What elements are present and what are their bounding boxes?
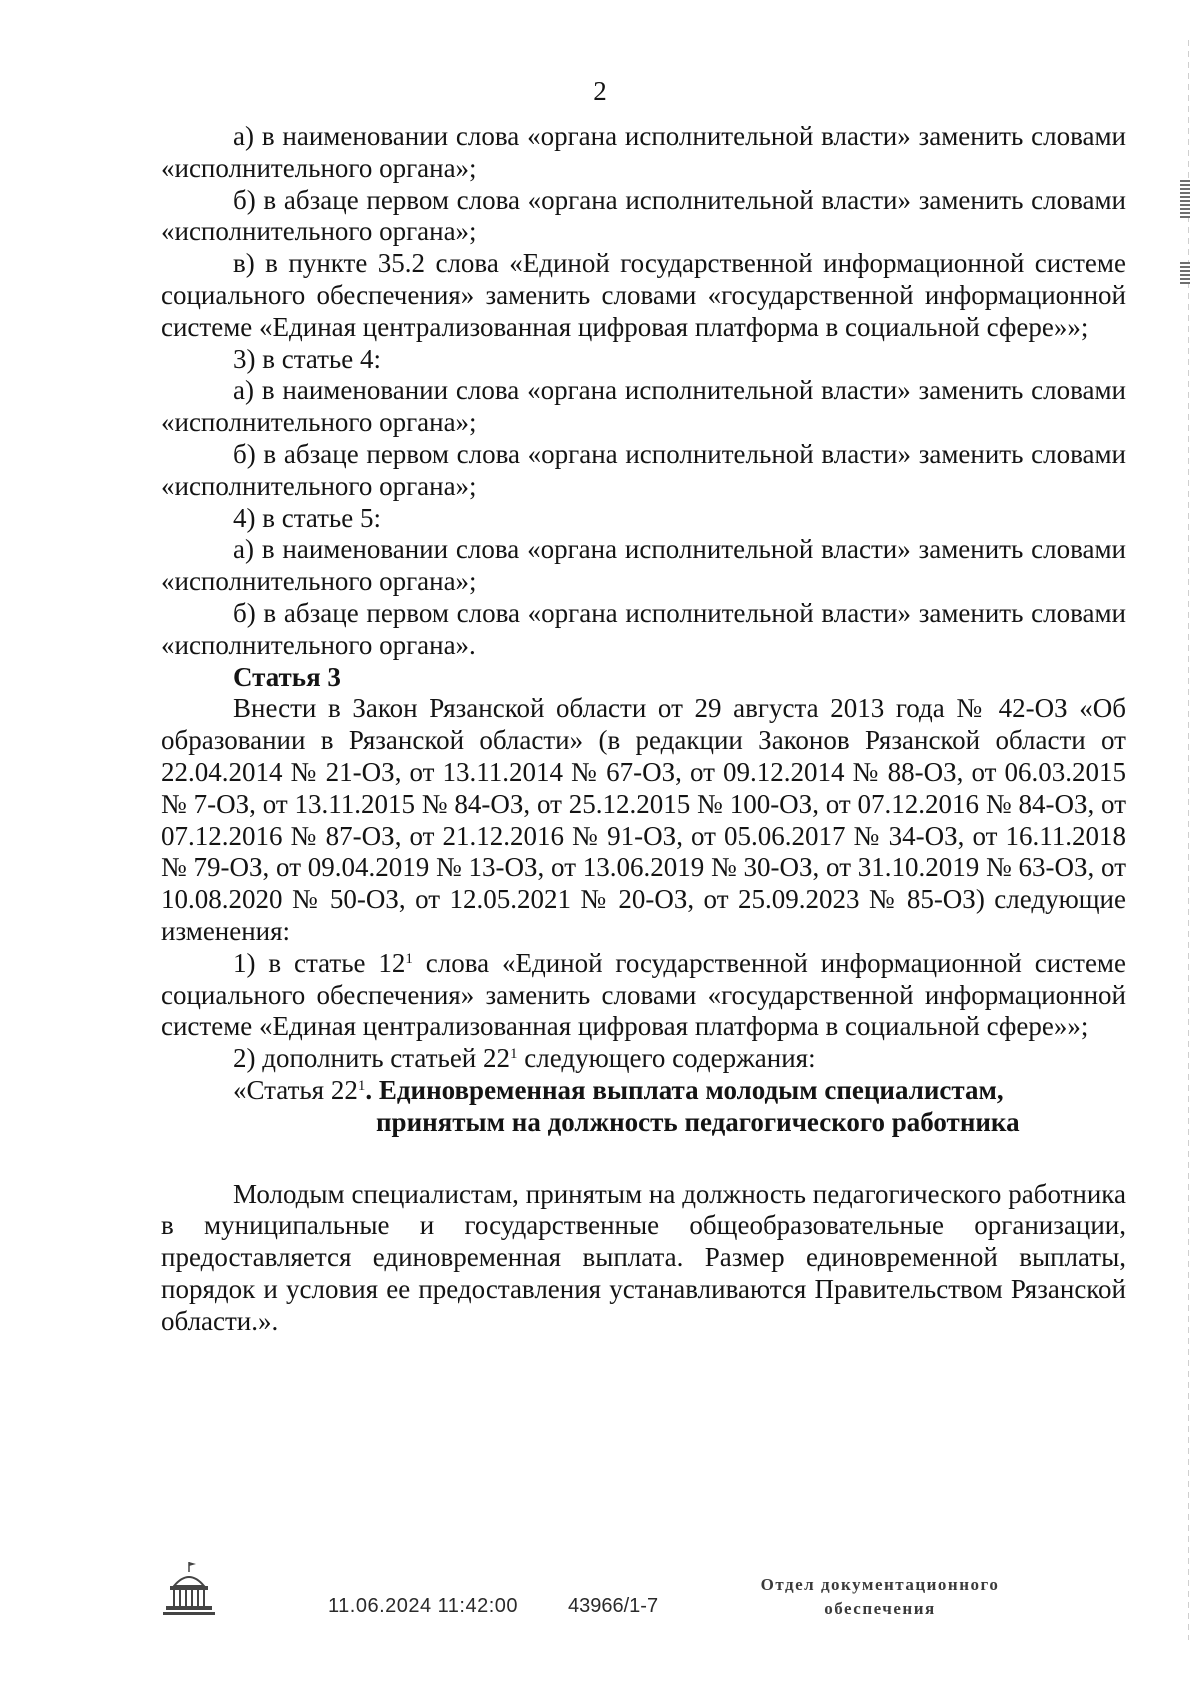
- article-3-item-1: [161, 948, 1126, 1043]
- department-line-1: Отдел документационного: [760, 1575, 1000, 1594]
- stamp-doc-number: 43966/1-7: [568, 1595, 659, 1617]
- paragraph-item-4: 4) в статье 5:: [233, 502, 381, 533]
- footer: [0, 1540, 1200, 1660]
- paragraph-2b: б) в абзаце первом слова «органа исполнительной власти» заменить словами «исполнительного органа»;: [161, 184, 1126, 247]
- item-1-text-b: слова «Единой государственной информационной системе социального обеспечения» заменить словами «государственной информационной системе «Единая централизованная цифровая платформа в социальной сфере»»;: [161, 947, 1126, 1042]
- department-stamp: [720, 1573, 1040, 1621]
- department-line-2: обеспечения: [824, 1599, 936, 1618]
- paragraph-4a: а) в наименовании слова «органа исполнительной власти» заменить словами «исполнительного органа»;: [161, 534, 1126, 597]
- article-3-title: Статья 3: [233, 661, 341, 692]
- item-2-superscript: 1: [510, 1046, 518, 1063]
- scan-edge-mark: [1180, 262, 1190, 284]
- paragraph-2a: а) в наименовании слова «органа исполнительной власти» заменить словами «исполнительного органа»;: [161, 121, 1126, 183]
- new-article-superscript: 1: [357, 1077, 366, 1094]
- article-3-item-2: [161, 1043, 1126, 1075]
- scan-edge-mark: [1180, 180, 1190, 218]
- paragraph-3b: б) в абзаце первом слова «органа исполнительной власти» заменить словами «исполнительного органа»;: [161, 438, 1126, 501]
- item-1-superscript: 1: [405, 950, 413, 967]
- new-article-text: Молодым специалистам, принятым на должность педагогического работника в муниципальные и государственные общеобразовательные организации, предоставляется единовременная выплата. Размер единовременной выплаты, порядок и условия ее предоставления устанавливаются Правительством Рязанской области.».: [161, 1178, 1126, 1336]
- item-1-text-a: 1) в статье 12: [233, 947, 406, 978]
- stamp-datetime: 11.06.2024 11:42:00: [328, 1595, 519, 1617]
- new-article-prefix: «Статья 22: [233, 1074, 358, 1105]
- item-2-text-a: 2) дополнить статьей 22: [233, 1043, 511, 1074]
- new-article-heading: [161, 1075, 1126, 1139]
- paragraph-3a: а) в наименовании слова «органа исполнительной власти» заменить словами «исполнительного органа»;: [161, 375, 1126, 438]
- article-3-intro: Внести в Закон Рязанской области от 29 августа 2013 года № 42-ОЗ «Об образовании в Рязанской области» (в редакции Законов Рязанской области от 22.04.2014 № 21-ОЗ, от 13.11.2014 № 67-ОЗ, от 09.12.2014 № 88-ОЗ, от 06.03.2015 № 7-ОЗ, от 13.11.2015 № 84-ОЗ, от 25.12.2015 № 100-ОЗ, от 07.12.2016 № 84-ОЗ, от 07.12.2016 № 87-ОЗ, от 21.12.2016 № 91-ОЗ, от 05.06.2017 № 34-ОЗ, от 16.11.2018 № 79-ОЗ, от 09.04.2019 № 13-ОЗ, от 13.06.2019 № 30-ОЗ, от 31.10.2019 № 63-ОЗ, от 10.08.2020 № 50-ОЗ, от 12.05.2021 № 20-ОЗ, от 25.09.2023 № 85-ОЗ) следующие изменения:: [161, 693, 1126, 946]
- paragraph-4b: б) в абзаце первом слова «органа исполнительной власти» заменить словами «исполнительного органа».: [161, 597, 1126, 660]
- new-article-title-line-1: . Единовременная выплата молодым специалистам,: [365, 1074, 1004, 1105]
- new-article-title-line-2: принятым на должность педагогического работника: [376, 1106, 1020, 1137]
- duma-building-icon: [160, 1560, 218, 1618]
- paragraph-2v: в) в пункте 35.2 слова «Единой государственной информационной системе социального обеспечения» заменить словами «государственной информационной системе «Единая централизованная цифровая платформа в социальной сфере»»;: [161, 248, 1126, 342]
- paragraph-item-3: 3) в статье 4:: [233, 343, 381, 374]
- page-number: 2: [593, 76, 607, 106]
- item-2-text-b: следующего содержания:: [517, 1043, 816, 1074]
- document-body: [161, 121, 1126, 1337]
